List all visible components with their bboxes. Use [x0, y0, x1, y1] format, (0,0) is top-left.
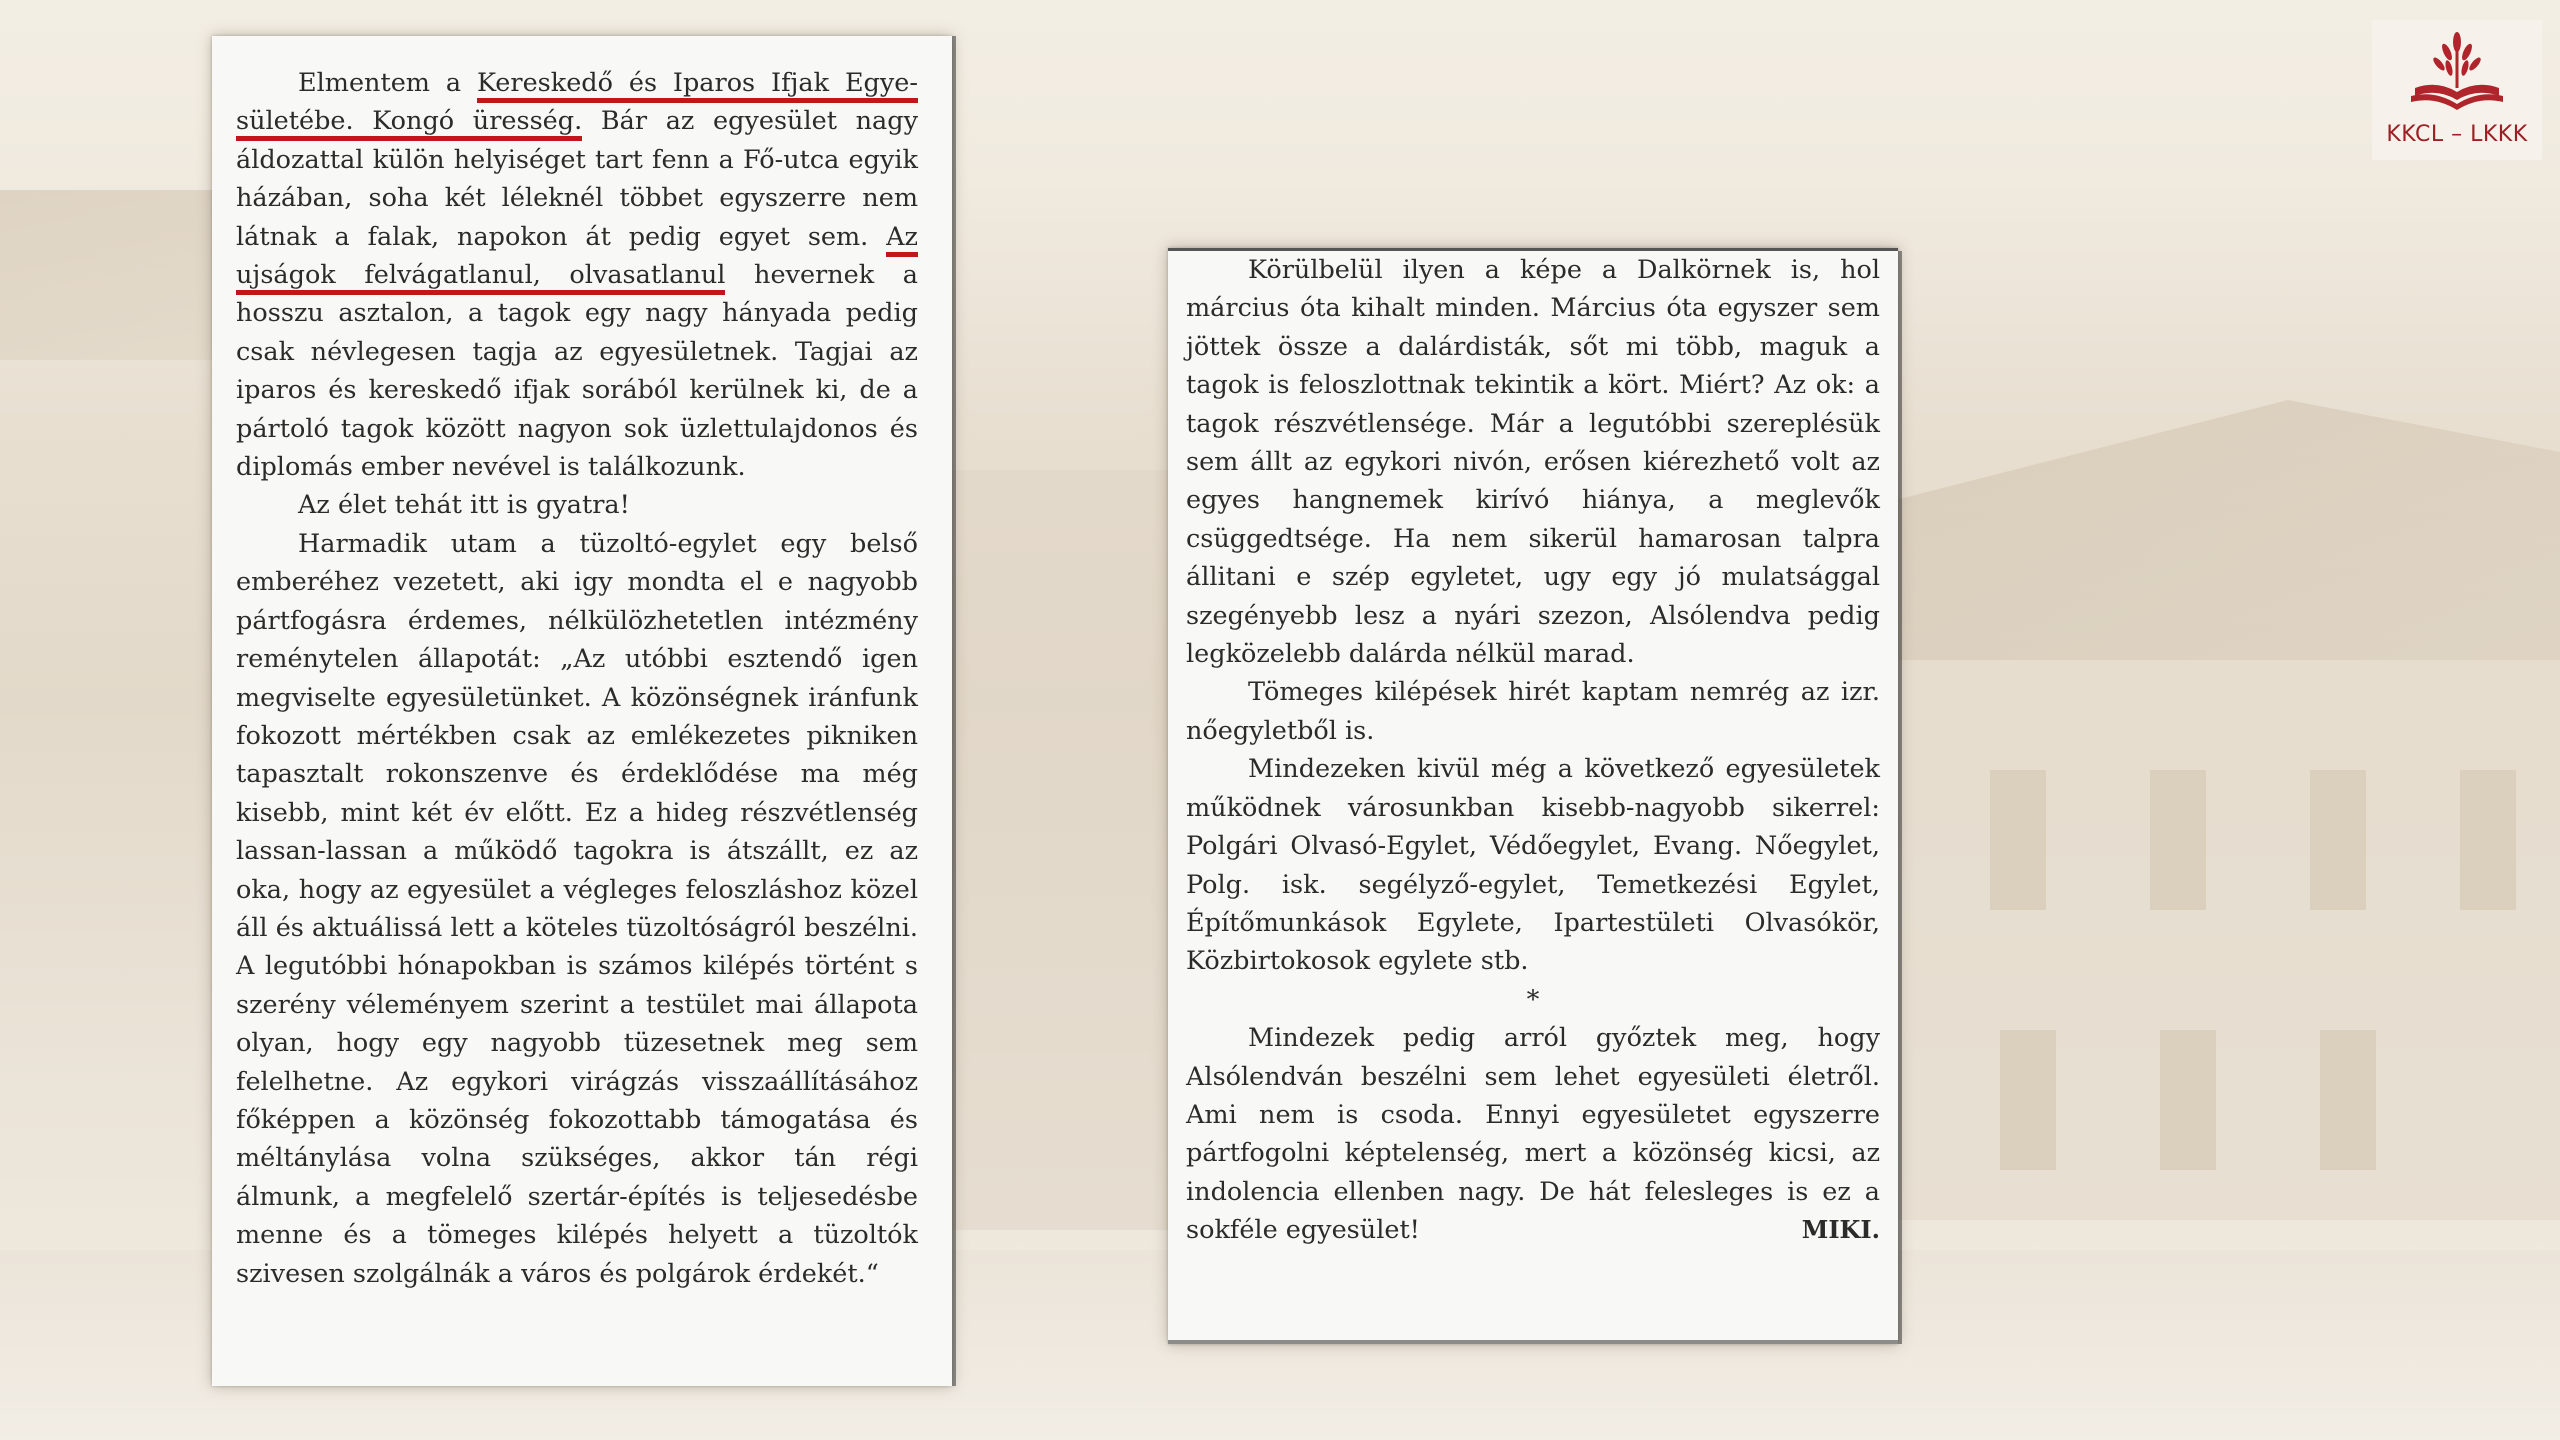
- background-window: [2160, 1030, 2216, 1170]
- text-run: Bár az egyesület nagy áldozattal külön helyiséget tart fenn a Fő-utca egyik házában, soha két léleknél többet egyszerre nem látnak a falak, napokon át pedig egyet sem.: [236, 106, 918, 252]
- text-run: Mindezek pedig arról győztek meg, hogy Alsólendván beszélni sem lehet egyesületi életről. Ami nem is csoda. Ennyi egyesületet egyszerre pártfogolni képtelenség, mert a közönség kicsi, az indolencia ellenben nagy. De hát felesleges is ez a sokféle egyesület!: [1186, 1023, 1880, 1246]
- logo-text: KKCL – LKKK: [2386, 122, 2528, 147]
- background-roof-left: [0, 190, 240, 360]
- underlined-text: Kereskedő és Iparos Ifjak Egye-: [477, 68, 918, 103]
- text-run: Elmentem a: [298, 68, 477, 98]
- library-logo: [2372, 20, 2542, 160]
- article-paragraph: Körülbelül ilyen a képe a Dalkörnek is, hol március óta kihalt minden. Március óta egyszer sem jöttek össze a dalárdisták, sőt mi több, maguk a tagok is feloszlottnak tekintik a kört. Miért? Az ok: a tagok részvétlensége. Már a legutóbbi szereplésük sem állt az egykori nivón, erősen kiérezhető volt az egyes hangnemek kirívó hiánya, a meglevők csüggedtsége. Ha nem sikerül hamarosan talpra állitani e szép egyletet, ugy egy jó mulatsággal szegényebb lesz a nyári szezon, Alsólendva pedig legközelebb dalárda nélkül marad.: [1186, 255, 1880, 670]
- article-paragraph: Mindezeken kivül még a következő egyesületek működnek városunkban kisebb-nagyobb sikerrel: Polgári Olvasó-Egylet, Védőegylet, Evang. Nőegylet, Polg. isk. segélyző-egylet, Temetkezési Egylet, Építőmunkások Egylete, Ipartestületi Olvasókör, Közbirtokosok egylete stb.: [1186, 754, 1880, 977]
- background-building-middle: [950, 470, 1190, 1230]
- background-window: [2460, 770, 2516, 910]
- article-paragraph: Harmadik utam a tüzoltó-egylet egy belső emberéhez vezetett, aki igy mondta el e nagyobb pártfogásra érdemes, nélkülözhetetlen intézmény reménytelen állapotát: „Az utóbbi esztendő igen megviselte egyesületünket. A közönségnek iránfunk fokozott mértékben csak az emlékezetes pikniken tapasztalt rokonszenve és érdeklődése ma még kisebb, mint két év előtt. Ez a hideg részvétlenség lassan-lassan a működő tagokra is átszállt, ez az oka, hogy az egyesület a végleges feloszláshoz közel áll és aktuálissá lett a köteles tüzoltóságról beszélni. A legutóbbi hónapokban is számos kilépés történt s szerény véleményem szerint a testület mai állapota olyan, hogy egy nagyobb tüzesetnek meg sem felelhetne. Az egykori virágzás visszaállításához főképpen a közönség fokozottabb támogatása és méltánylása volna szükséges, akkor tán régi álmunk, a megfelelő szertár-építés is teljesedésbe menne és a tömeges kilépés helyett a tüzoltók szivesen szolgálnák a város és polgárok érdekét.“: [236, 528, 918, 1289]
- section-separator: *: [1526, 984, 1540, 1015]
- underlined-text: sületébe. Kongó üresség.: [236, 106, 582, 141]
- author-signature: MIKI.: [1801, 1215, 1880, 1245]
- book-wheat-icon: [2407, 30, 2507, 122]
- background-window: [2320, 1030, 2376, 1170]
- background-window: [1990, 770, 2046, 910]
- background-window: [2000, 1030, 2056, 1170]
- article-paragraph: [236, 64, 918, 486]
- text-run: hevernek a hosszu asztalon, a tagok egy nagy hányada pedig csak névlegesen tagja az egyesületnek. Tagjai az iparos és kereskedő ifjak sorából kerülnek ki, de a pártoló tagok között nagyon sok üzlettulajdonos és diplomás ember nevével is találkozunk.: [236, 260, 918, 483]
- article-paragraph: Tömeges kilépések hirét kaptam nemrég az izr. nőegyletből is.: [1186, 677, 1880, 746]
- underlined-text: Az ujságok felvágatlanul, olvasatlanul: [236, 222, 918, 295]
- article-paragraph: [1186, 1019, 1880, 1249]
- newspaper-clipping-left: [212, 36, 952, 1386]
- article-paragraph: Az élet tehát itt is gyatra!: [298, 490, 630, 521]
- background-window: [2150, 770, 2206, 910]
- background-wall-right: [1880, 660, 2560, 1220]
- background-window: [2310, 770, 2366, 910]
- newspaper-clipping-right: [1168, 248, 1898, 1344]
